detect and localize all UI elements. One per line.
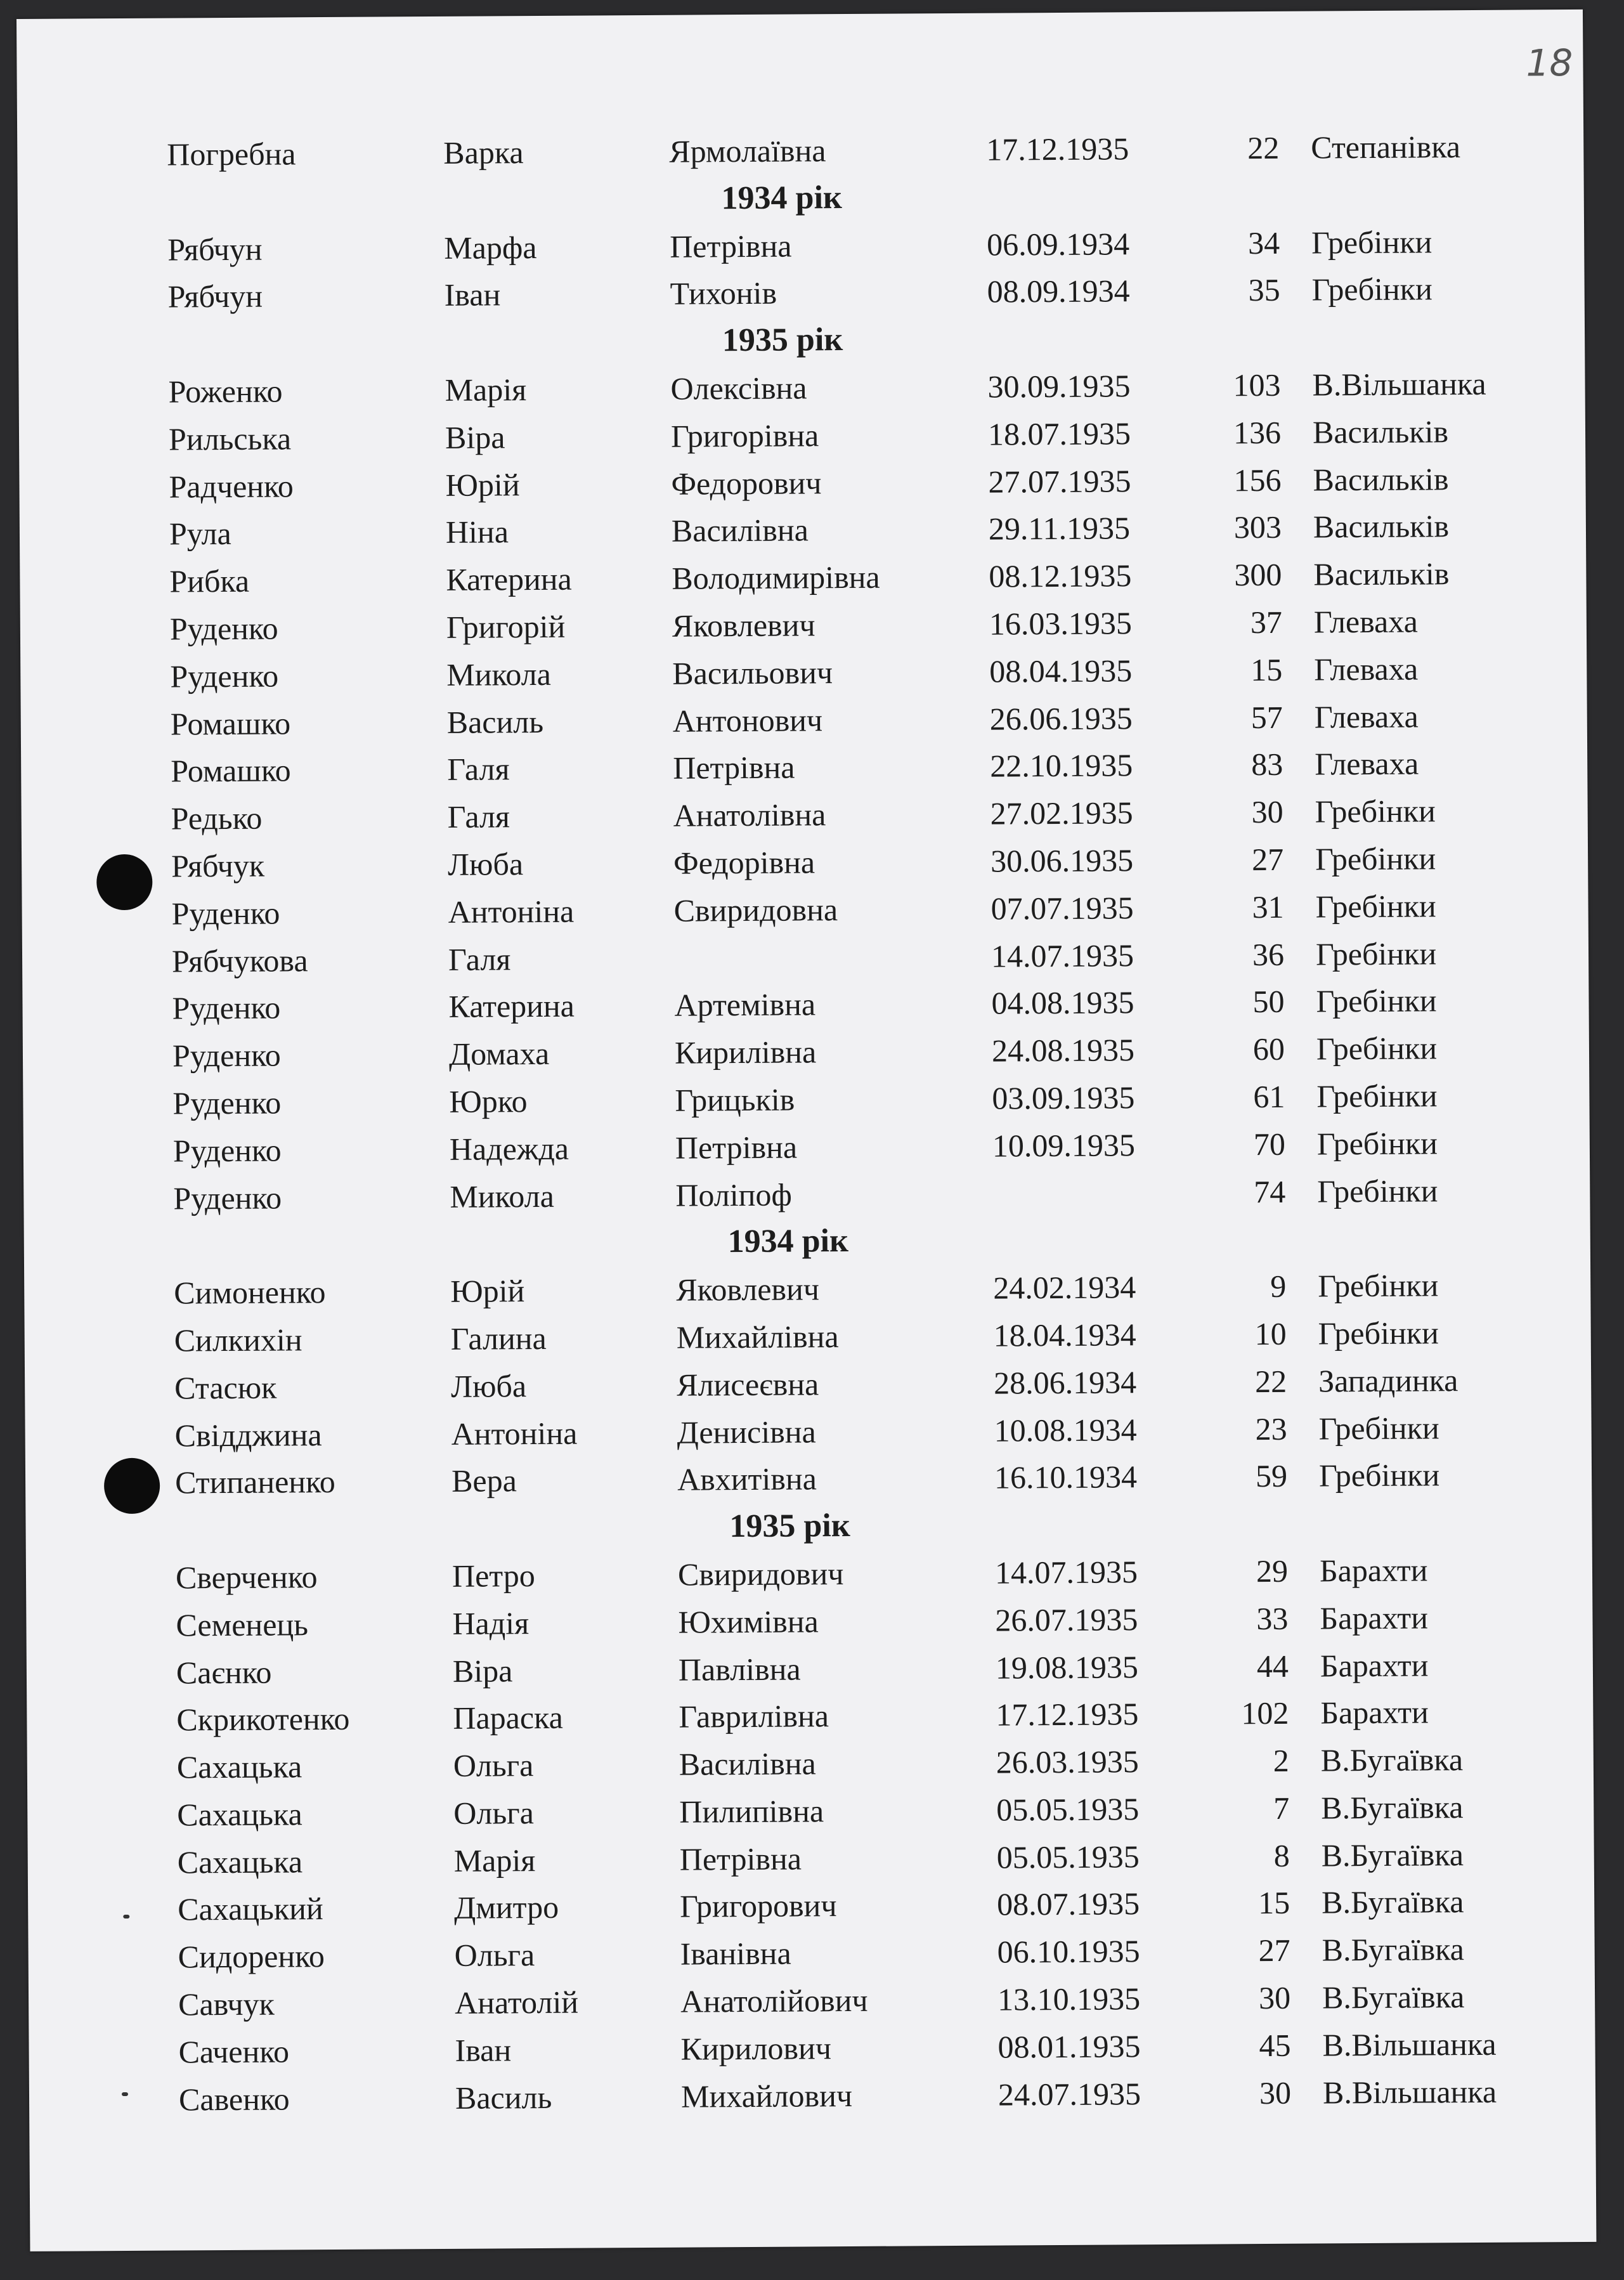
place-cell: Васильків [1312, 414, 1449, 450]
number-cell: 10 [1254, 1315, 1287, 1352]
patronymic-cell: Олексівна [670, 370, 807, 407]
first-name-cell: Домаха [448, 1036, 550, 1072]
patronymic-cell: Ярмолаївна [669, 133, 826, 169]
first-name-cell: Петро [451, 1557, 535, 1594]
first-name-cell: Марфа [444, 229, 537, 266]
surname-cell: Руденко [169, 610, 278, 647]
surname-cell: Савенко [178, 2081, 290, 2118]
year-header: 1934 рік [727, 1223, 849, 1260]
first-name-cell: Ольга [453, 1794, 535, 1831]
surname-cell: Руденко [172, 1037, 281, 1074]
number-cell: 30 [1259, 2075, 1292, 2111]
date-cell: 24.07.1935 [997, 2075, 1141, 2113]
number-cell: 61 [1253, 1078, 1285, 1115]
first-name-cell: Віра [452, 1652, 513, 1689]
patronymic-cell: Анатолійович [680, 1982, 868, 2019]
surname-cell: Свідджина [174, 1416, 322, 1454]
date-cell: 26.03.1935 [996, 1743, 1139, 1780]
number-cell: 30 [1258, 1979, 1291, 2016]
patronymic-cell: Григорівна [670, 417, 819, 454]
first-name-cell: Юрій [445, 466, 520, 503]
number-cell: 7 [1273, 1790, 1290, 1826]
place-cell: Гребінки [1315, 793, 1436, 830]
place-cell: Западинка [1318, 1362, 1458, 1399]
first-name-cell: Віра [445, 419, 505, 455]
patronymic-cell: Денисівна [677, 1413, 816, 1450]
first-name-cell: Марія [445, 372, 527, 408]
first-name-cell: Ольга [454, 1937, 535, 1974]
date-cell: 30.06.1935 [990, 842, 1134, 879]
number-cell: 70 [1253, 1126, 1286, 1162]
place-cell: Васильків [1313, 460, 1449, 498]
date-cell: 10.09.1935 [992, 1126, 1136, 1164]
date-cell: 18.07.1935 [987, 415, 1131, 452]
date-cell: 14.07.1935 [994, 1554, 1138, 1591]
patronymic-cell: Васильович [672, 654, 833, 691]
patronymic-cell: Тихонів [670, 275, 777, 312]
surname-cell: Рябчук [171, 847, 265, 884]
first-name-cell: Антоніна [451, 1415, 578, 1452]
patronymic-cell: Кирилівна [674, 1034, 817, 1071]
place-cell: Глеваха [1314, 698, 1419, 735]
surname-cell: Сахацький [178, 1891, 323, 1927]
date-cell: 04.08.1935 [991, 984, 1134, 1021]
patronymic-cell: Свиридович [677, 1555, 844, 1593]
place-cell: В.Бугаївка [1321, 1789, 1464, 1826]
surname-cell: Семенець [176, 1606, 309, 1643]
first-name-cell: Іван [444, 277, 501, 313]
date-cell: 14.07.1935 [991, 937, 1134, 974]
first-name-cell: Антоніна [448, 893, 575, 930]
place-cell: В.Вільшанка [1312, 365, 1486, 403]
first-name-cell: Галина [450, 1320, 547, 1357]
place-cell: Гребінки [1315, 840, 1436, 877]
number-cell: 300 [1234, 556, 1282, 593]
surname-cell: Руденко [173, 1180, 282, 1216]
first-name-cell: Параска [453, 1700, 563, 1736]
surname-cell: Ромашко [171, 752, 291, 789]
number-cell: 303 [1233, 509, 1282, 545]
date-cell: 03.09.1935 [992, 1079, 1135, 1116]
date-cell: 19.08.1935 [995, 1648, 1139, 1686]
patronymic-cell: Михайлович [680, 2077, 853, 2114]
number-cell: 45 [1259, 2027, 1291, 2063]
patronymic-cell: Петрівна [675, 1129, 798, 1166]
patronymic-cell: Поліпоф [675, 1176, 792, 1213]
first-name-cell: Григорій [446, 608, 566, 645]
surname-cell: Сверченко [175, 1559, 318, 1596]
surname-cell: Силкихін [174, 1322, 302, 1358]
number-cell: 60 [1252, 1031, 1285, 1067]
place-cell: Глеваха [1313, 603, 1418, 640]
place-cell: Гребінки [1317, 1172, 1438, 1209]
surname-cell: Ромашко [170, 705, 291, 742]
date-cell: 22.10.1935 [990, 747, 1133, 785]
patronymic-cell: Федорівна [673, 844, 815, 881]
patronymic-cell: Петрівна [673, 749, 795, 786]
date-cell: 13.10.1935 [997, 1981, 1141, 2017]
date-cell: 28.06.1934 [993, 1364, 1137, 1401]
surname-cell: Роженко [168, 373, 283, 410]
place-cell: В.Вільшанка [1322, 2026, 1497, 2063]
first-name-cell: Катерина [446, 561, 572, 598]
place-cell: В.Бугаївка [1320, 1742, 1464, 1778]
record-row [23, 1166, 1590, 1223]
patronymic-cell: Анатолівна [673, 797, 826, 833]
number-cell: 156 [1233, 462, 1282, 498]
surname-cell: Стипаненко [174, 1464, 335, 1501]
surname-cell: Рябчун [167, 231, 263, 268]
number-cell: 15 [1250, 651, 1283, 687]
number-cell: 37 [1250, 604, 1283, 641]
place-cell: Гребінки [1316, 1078, 1438, 1114]
date-cell: 08.09.1934 [987, 273, 1130, 310]
first-name-cell: Василь [455, 2079, 552, 2116]
place-cell: Гребінки [1318, 1267, 1439, 1304]
first-name-cell: Анатолій [454, 1984, 579, 2021]
patronymic-cell: Петрівна [679, 1840, 802, 1877]
patronymic-cell: Володимирівна [672, 559, 880, 596]
surname-cell: Руденко [172, 989, 281, 1026]
surname-cell: Руденко [172, 1132, 282, 1169]
number-cell: 33 [1256, 1600, 1289, 1636]
place-cell: Гребінки [1311, 223, 1432, 261]
surname-cell: Сахацька [177, 1796, 302, 1833]
patronymic-cell: Свиридовна [673, 891, 838, 928]
number-cell: 31 [1252, 889, 1284, 925]
date-cell: 08.04.1935 [989, 653, 1133, 689]
surname-cell: Савчук [178, 1986, 275, 2023]
surname-cell: Рибка [169, 563, 250, 599]
number-cell: 22 [1247, 129, 1280, 166]
year-header: 1935 рік [722, 322, 843, 359]
first-name-cell: Люба [451, 1367, 527, 1404]
date-cell: 24.02.1934 [993, 1269, 1136, 1306]
place-cell: Васильків [1313, 556, 1450, 592]
place-cell: В.Бугаївка [1322, 1979, 1465, 2016]
place-cell: В.Бугаївка [1322, 1931, 1465, 1968]
number-cell: 50 [1252, 984, 1285, 1020]
patronymic-cell: Іванівна [680, 1935, 791, 1972]
surname-cell: Рябчукова [171, 942, 308, 979]
place-cell: В.Бугаївка [1322, 1884, 1464, 1920]
patronymic-cell: Василівна [679, 1745, 816, 1782]
record-row [17, 122, 1583, 179]
date-cell: 17.12.1935 [996, 1696, 1139, 1733]
first-name-cell: Галя [448, 941, 511, 977]
surname-cell: Скрикотенко [176, 1701, 350, 1738]
number-cell: 34 [1248, 225, 1280, 261]
place-cell: Барахти [1319, 1552, 1428, 1589]
year-header: 1934 рік [721, 179, 843, 217]
record-row [29, 2068, 1595, 2125]
date-cell: 10.08.1934 [994, 1411, 1137, 1449]
surname-cell: Сахацька [177, 1843, 303, 1880]
date-cell: 05.05.1935 [996, 1838, 1140, 1875]
number-cell: 74 [1254, 1173, 1286, 1209]
date-cell: 06.10.1935 [997, 1933, 1140, 1970]
surname-cell: Руденко [170, 658, 279, 694]
date-cell: 17.12.1935 [986, 131, 1129, 167]
number-cell: 2 [1273, 1742, 1289, 1779]
patronymic-cell: Петрівна [670, 228, 792, 264]
records-list [17, 122, 1595, 2124]
number-cell: 102 [1241, 1695, 1289, 1731]
number-cell: 8 [1273, 1837, 1290, 1873]
patronymic-cell: Грицьків [675, 1081, 795, 1118]
first-name-cell: Варка [443, 134, 524, 171]
date-cell: 24.08.1935 [991, 1032, 1135, 1069]
date-cell: 08.07.1935 [997, 1886, 1140, 1923]
patronymic-cell: Григорович [680, 1887, 837, 1925]
record-row [18, 264, 1584, 322]
patronymic-cell: Юхимівна [678, 1603, 819, 1640]
number-cell: 27 [1251, 841, 1284, 878]
first-name-cell: Катерина [448, 987, 575, 1025]
first-name-cell: Іван [455, 2032, 512, 2068]
number-cell: 136 [1233, 414, 1282, 451]
document-page [16, 10, 1596, 2251]
patronymic-cell: Павлівна [678, 1650, 801, 1688]
first-name-cell: Ольга [453, 1747, 534, 1783]
surname-cell: Руденко [172, 1085, 282, 1121]
place-cell: Гребінки [1316, 982, 1437, 1019]
number-cell: 27 [1258, 1932, 1290, 1969]
page-number: 18 [1526, 41, 1573, 85]
record-row [25, 1450, 1592, 1508]
number-cell: 29 [1256, 1553, 1289, 1589]
patronymic-cell: Михайлівна [676, 1319, 839, 1355]
first-name-cell: Галя [447, 798, 510, 835]
number-cell: 83 [1251, 746, 1283, 783]
number-cell: 57 [1250, 699, 1283, 735]
place-cell: Гребінки [1315, 935, 1437, 972]
number-cell: 15 [1258, 1885, 1290, 1921]
place-cell: Гребінки [1318, 1315, 1439, 1352]
date-cell: 30.09.1935 [987, 368, 1131, 405]
surname-cell: Руденко [171, 895, 280, 932]
place-cell: Гребінки [1311, 271, 1432, 308]
date-cell: 27.02.1935 [990, 795, 1133, 831]
first-name-cell: Микола [450, 1178, 554, 1215]
patronymic-cell: Яковлевич [676, 1271, 820, 1308]
first-name-cell: Люба [447, 846, 524, 882]
surname-cell: Рябчун [167, 278, 263, 315]
place-cell: Степанівка [1311, 129, 1461, 166]
first-name-cell: Надежда [449, 1130, 569, 1167]
patronymic-cell: Яковлевич [672, 607, 815, 644]
number-cell: 30 [1251, 793, 1283, 830]
date-cell: 26.06.1935 [989, 700, 1133, 737]
first-name-cell: Дмитро [454, 1889, 559, 1926]
place-cell: Гребінки [1316, 1030, 1438, 1067]
number-cell: 36 [1252, 936, 1285, 972]
patronymic-cell: Пилипівна [679, 1793, 824, 1830]
surname-cell: Радченко [169, 467, 294, 505]
date-cell: 08.01.1935 [997, 2028, 1141, 2065]
first-name-cell: Василь [446, 703, 544, 740]
number-cell: 44 [1256, 1648, 1289, 1684]
place-cell: Глеваха [1314, 651, 1419, 687]
first-name-cell: Юрко [449, 1083, 528, 1119]
surname-cell: Рильська [168, 420, 292, 457]
surname-cell: Погребна [167, 136, 296, 173]
surname-cell: Саєнко [176, 1654, 272, 1691]
number-cell: 103 [1233, 367, 1281, 403]
date-cell: 29.11.1935 [988, 510, 1131, 547]
surname-cell: Рула [169, 516, 231, 552]
patronymic-cell: Ялисеєвна [677, 1366, 819, 1403]
date-cell: 16.03.1935 [989, 605, 1133, 642]
patronymic-cell: Федорович [671, 464, 822, 502]
patronymic-cell: Антонович [672, 701, 823, 739]
place-cell: В.Вільшанка [1322, 2073, 1497, 2111]
place-cell: Гребінки [1315, 888, 1436, 925]
first-name-cell: Юрій [450, 1273, 525, 1309]
year-header: 1935 рік [729, 1508, 850, 1545]
number-cell: 59 [1255, 1458, 1288, 1494]
date-cell: 27.07.1935 [988, 462, 1131, 500]
first-name-cell: Надія [452, 1605, 529, 1641]
place-cell: Глеваха [1315, 745, 1419, 782]
surname-cell: Стасюк [174, 1369, 277, 1406]
patronymic-cell: Василівна [671, 512, 809, 549]
surname-cell: Сахацька [176, 1749, 302, 1785]
date-cell: 08.12.1935 [989, 557, 1132, 594]
date-cell: 26.07.1935 [995, 1601, 1138, 1638]
patronymic-cell: Артемівна [674, 986, 816, 1024]
patronymic-cell: Кирилович [680, 2030, 832, 2067]
date-cell: 16.10.1934 [994, 1459, 1138, 1495]
patronymic-cell: Авхитівна [677, 1461, 817, 1497]
surname-cell: Саченко [178, 2033, 290, 2070]
first-name-cell: Ніна [445, 514, 509, 550]
first-name-cell: Марія [453, 1842, 536, 1879]
place-cell: Барахти [1320, 1694, 1429, 1731]
place-cell: Гребінки [1318, 1457, 1440, 1494]
number-cell: 35 [1248, 272, 1280, 308]
first-name-cell: Микола [446, 656, 551, 693]
first-name-cell: Галя [447, 751, 510, 788]
place-cell: Гребінки [1318, 1409, 1439, 1447]
surname-cell: Симоненко [174, 1274, 326, 1311]
place-cell: В.Бугаївка [1321, 1836, 1464, 1873]
surname-cell: Редько [171, 800, 263, 837]
date-cell: 18.04.1934 [993, 1317, 1136, 1353]
place-cell: Гребінки [1316, 1125, 1438, 1162]
patronymic-cell: Гаврилівна [679, 1698, 829, 1735]
first-name-cell: Вера [451, 1462, 517, 1499]
place-cell: Барахти [1320, 1646, 1429, 1683]
place-cell: Барахти [1320, 1599, 1429, 1636]
surname-cell: Сидоренко [178, 1938, 325, 1975]
date-cell: 06.09.1934 [987, 225, 1130, 263]
date-cell: 05.05.1935 [996, 1791, 1140, 1828]
place-cell: Васильків [1313, 508, 1450, 545]
number-cell: 23 [1255, 1410, 1287, 1447]
date-cell: 07.07.1935 [991, 890, 1134, 927]
number-cell: 22 [1254, 1363, 1287, 1399]
number-cell: 9 [1270, 1268, 1287, 1305]
